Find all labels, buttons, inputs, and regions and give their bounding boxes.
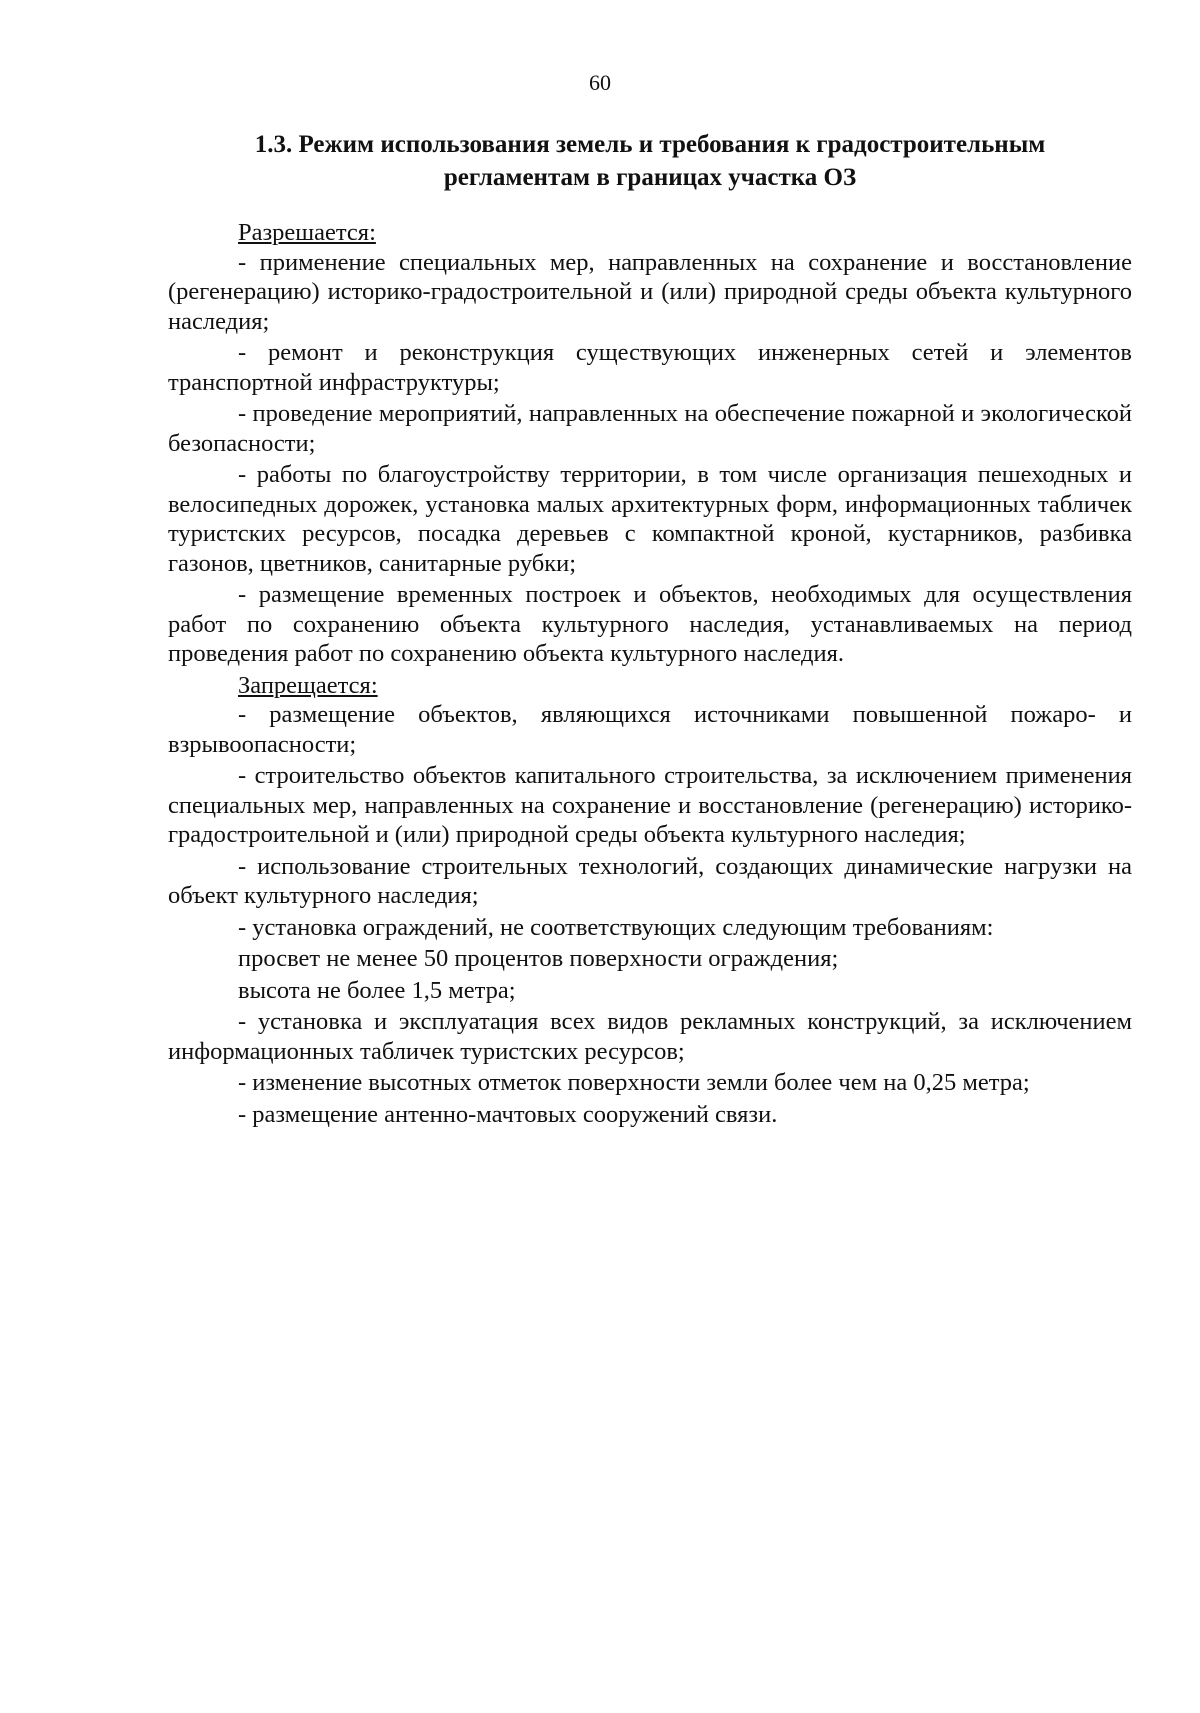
allowed-heading: Разрешается:	[238, 219, 376, 246]
prohibited-item-7: - размещение антенно-мачтовых сооружений связи.	[238, 1100, 778, 1128]
section-title-line-1: 1.3. Режим использования земель и требования к градостроительным	[254, 131, 1046, 158]
prohibited-heading: Запрещается:	[238, 671, 378, 699]
prohibited-item-4: - установка ограждений, не соответствующих следующим требованиям:	[238, 913, 994, 941]
prohibited-item-3: - использование строительных технологий, создающих динамические нагрузки на объект культурного наследия;	[168, 852, 1132, 909]
prohibited-item-4-sub-1: просвет не менее 50 процентов поверхности ограждения;	[238, 945, 839, 972]
prohibited-item-5: - установка и эксплуатация всех видов рекламных конструкций, за исключением информационных табличек туристских ресурсов;	[168, 1008, 1132, 1065]
document-body	[168, 218, 1132, 1129]
section-title	[170, 128, 1130, 194]
prohibited-item-1: - размещение объектов, являющихся источниками повышенной пожаро- и взрывоопасности;	[168, 701, 1132, 758]
section-title-line-2: регламентам в границах участка ОЗ	[443, 164, 857, 191]
prohibited-item-4-sub-2: высота не более 1,5 метра;	[238, 976, 516, 1004]
allowed-item-2: - ремонт и реконструкция существующих инженерных сетей и элементов транспортной инфраструктуры;	[168, 339, 1132, 396]
prohibited-item-6: - изменение высотных отметок поверхности земли более чем на 0,25 метра;	[238, 1069, 1030, 1096]
allowed-item-4: - работы по благоустройству территории, в том числе организация пешеходных и велосипедных дорожек, установка малых архитектурных форм, информационных табличек туристских ресурсов, посадка деревьев с компактной кроной, кустарников, разбивка газонов, цветников, санитарные рубки;	[168, 461, 1132, 577]
allowed-item-3: - проведение мероприятий, направленных на обеспечение пожарной и экологической безопасности;	[168, 400, 1132, 457]
prohibited-item-2: - строительство объектов капитального строительства, за исключением применения специальных мер, направленных на сохранение и восстановление (регенерацию) историко-градостроительной и (или) природной среды объекта культурного наследия;	[168, 762, 1132, 848]
allowed-item-5: - размещение временных построек и объектов, необходимых для осуществления работ по сохранению объекта культурного наследия, устанавливаемых на период проведения работ по сохранению объекта культурного наследия.	[168, 581, 1132, 667]
page-number: 60	[589, 70, 611, 95]
allowed-item-1: - применение специальных мер, направленных на сохранение и восстановление (регенерацию) историко-градостроительной и (или) природной среды объекта культурного наследия;	[168, 248, 1132, 335]
